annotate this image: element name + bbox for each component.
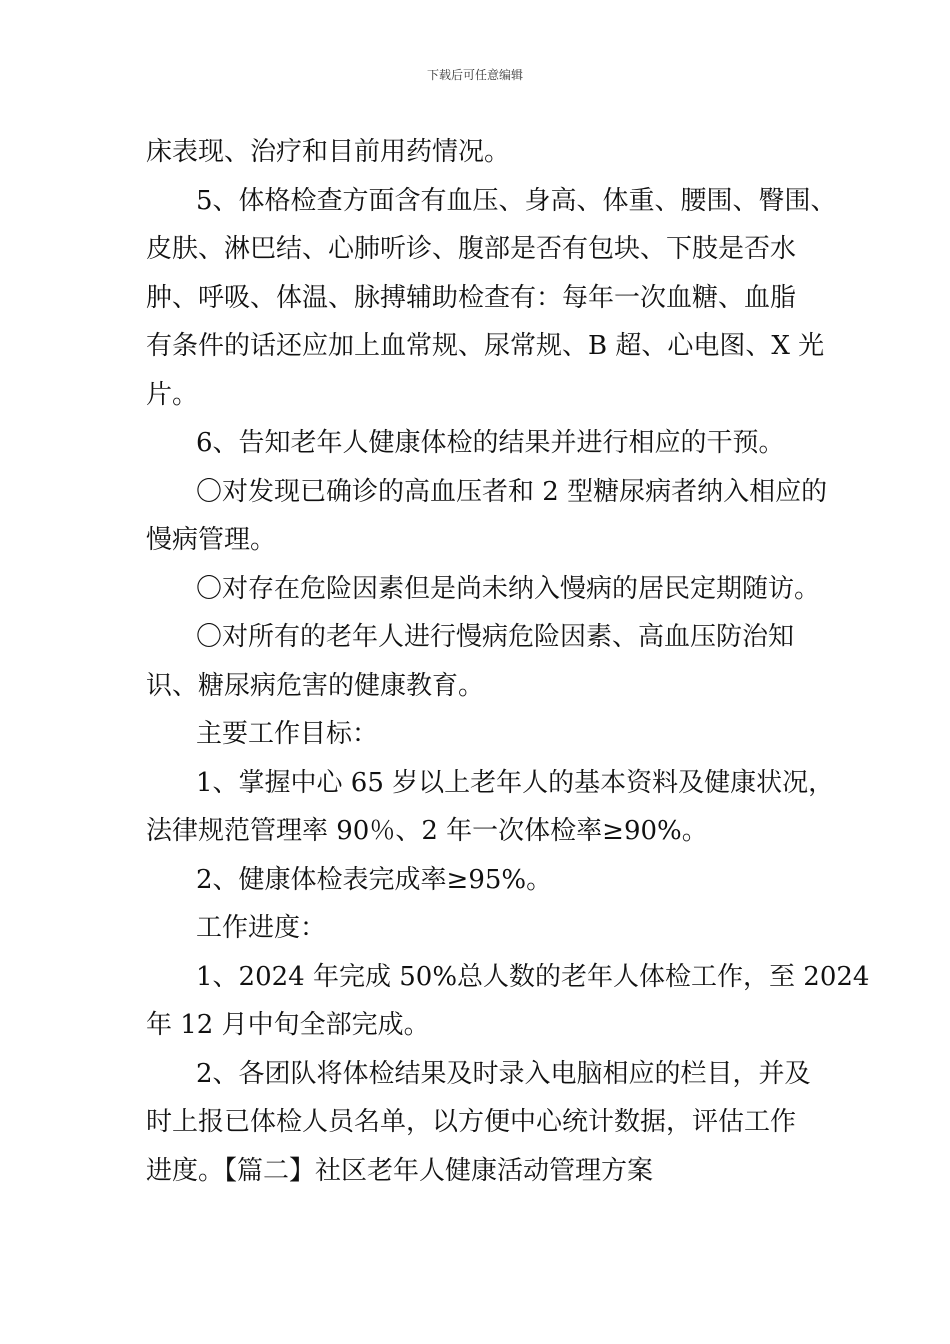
text-line: 2、各团队将体检结果及时录入电脑相应的栏目，并及 bbox=[196, 1058, 811, 1089]
text-line: 〇对所有的老年人进行慢病危险因素、高血压防治知 bbox=[196, 622, 795, 652]
text-line: 6、告知老年人健康体检的结果并进行相应的干预。 bbox=[196, 428, 785, 458]
text-line: 〇对发现已确诊的高血压者和 2 型糖尿病者纳入相应的 bbox=[196, 476, 828, 507]
text-line: 时上报已体检人员名单，以方便中心统计数据，评估工作 bbox=[146, 1107, 797, 1137]
text-line: 识、糖尿病危害的健康教育。 bbox=[146, 670, 485, 701]
text-line: 法律规范管理率 90％、2 年一次体检率≥90%。 bbox=[146, 816, 708, 846]
text-line: 皮肤、淋巴结、心肺听诊、腹部是否有包块、下肢是否水 bbox=[146, 234, 797, 264]
text-line: 肿、呼吸、体温、脉搏辅助检查有：每年一次血糖、血脂 bbox=[146, 282, 797, 313]
document-body bbox=[146, 128, 870, 1195]
text-line: 床表现、治疗和目前用药情况。 bbox=[146, 137, 511, 167]
text-line: 工作进度： bbox=[196, 913, 327, 943]
text-line: 2、健康体检表完成率≥95%。 bbox=[196, 864, 553, 895]
text-line: 1、2024 年完成 50%总人数的老年人体检工作，至 2024 bbox=[196, 961, 870, 992]
text-line: 进度。【篇二】社区老年人健康活动管理方案 bbox=[146, 1155, 654, 1186]
page-header: 下载后可任意编辑 bbox=[426, 68, 523, 82]
text-line: 5、体格检查方面含有血压、身高、体重、腰围、臀围、 bbox=[196, 185, 837, 216]
text-line: 主要工作目标： bbox=[196, 719, 379, 749]
text-line: 1、掌握中心 65 岁以上老年人的基本资料及健康状况， bbox=[196, 767, 835, 798]
text-line: 有条件的话还应加上血常规、尿常规、B 超、心电图、X 光 bbox=[146, 331, 825, 361]
text-line: 年 12 月中旬全部完成。 bbox=[146, 1010, 430, 1040]
text-line: 〇对存在危险因素但是尚未纳入慢病的居民定期随访。 bbox=[196, 573, 821, 604]
text-line: 慢病管理。 bbox=[146, 525, 277, 555]
text-line: 片。 bbox=[146, 379, 199, 410]
